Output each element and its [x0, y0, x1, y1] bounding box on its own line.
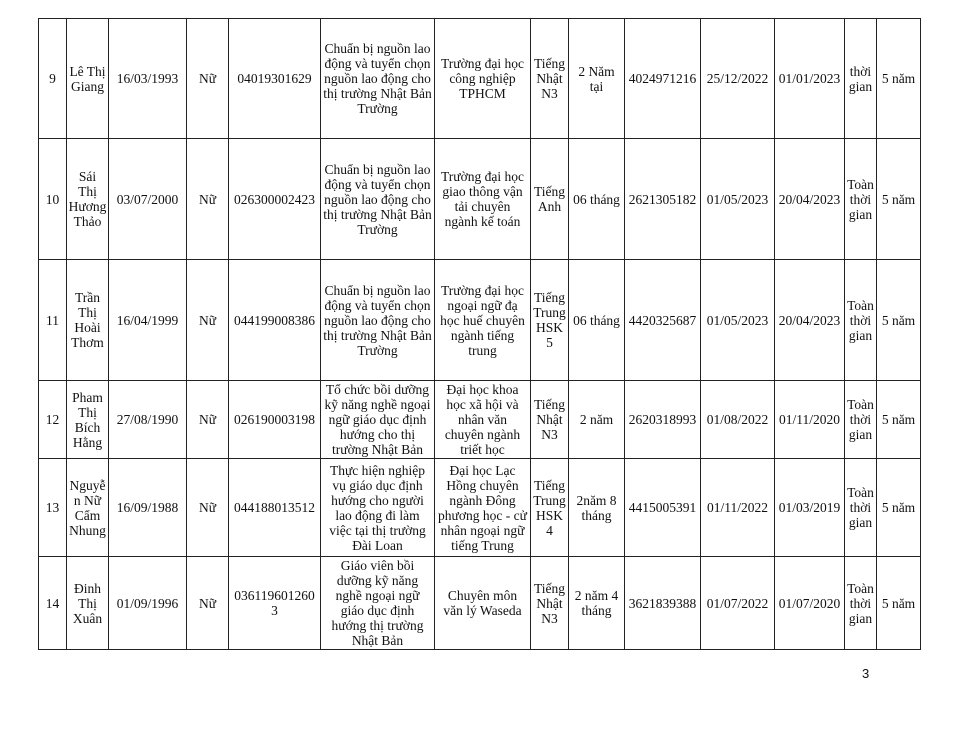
cell-gender: Nữ — [187, 459, 229, 557]
cell-no: 10 — [39, 139, 67, 260]
cell-start-date: 01/11/2022 — [701, 459, 775, 557]
cell-code: 2620318993 — [625, 381, 701, 459]
cell-name: Pham Thị Bích Hằng — [67, 381, 109, 459]
cell-id-number: 044199008386 — [229, 260, 321, 381]
cell-dob: 16/09/1988 — [109, 459, 187, 557]
table-row — [39, 260, 921, 381]
table-row — [39, 19, 921, 139]
cell-experience: 06 tháng — [569, 260, 625, 381]
cell-experience: 2 năm — [569, 381, 625, 459]
cell-id-number: 026300002423 — [229, 139, 321, 260]
cell-language: Tiếng Nhật N3 — [531, 381, 569, 459]
cell-language: Tiếng Anh — [531, 139, 569, 260]
cell-work-time: Toàn thời gian — [845, 139, 877, 260]
staff-table — [38, 18, 921, 650]
cell-task: Giáo viên bồi dưỡng kỹ năng nghề ngoại ngữ giáo dục định hướng thị trường Nhật Bản — [321, 557, 435, 650]
cell-gender: Nữ — [187, 557, 229, 650]
cell-experience: 2 năm 4 tháng — [569, 557, 625, 650]
cell-education: Trường đại học giao thông vận tải chuyên ngành kế toán — [435, 139, 531, 260]
cell-no: 14 — [39, 557, 67, 650]
cell-no: 9 — [39, 19, 67, 139]
cell-work-time: Toàn thời gian — [845, 260, 877, 381]
cell-start-date: 01/05/2023 — [701, 139, 775, 260]
cell-id-number: 0361196012603 — [229, 557, 321, 650]
table-row — [39, 459, 921, 557]
cell-code: 4024971216 — [625, 19, 701, 139]
table-body — [39, 19, 921, 650]
cell-gender: Nữ — [187, 19, 229, 139]
cell-start-date: 01/07/2022 — [701, 557, 775, 650]
cell-start-date: 01/05/2023 — [701, 260, 775, 381]
cell-work-time: Toàn thời gian — [845, 381, 877, 459]
cell-dob: 01/09/1996 — [109, 557, 187, 650]
cell-dob: 03/07/2000 — [109, 139, 187, 260]
cell-duration: 5 năm — [877, 381, 921, 459]
cell-task: Tổ chức bồi dưỡng kỹ năng nghề ngoại ngữ giáo dục định hướng cho thị trường Nhật Bản — [321, 381, 435, 459]
cell-education: Trường đại học ngoại ngữ đạ học huế chuyên ngành tiếng trung — [435, 260, 531, 381]
cell-gender: Nữ — [187, 381, 229, 459]
cell-work-time: Toàn thời gian — [845, 557, 877, 650]
cell-duration: 5 năm — [877, 260, 921, 381]
cell-no: 12 — [39, 381, 67, 459]
table-row — [39, 381, 921, 459]
cell-code: 3621839388 — [625, 557, 701, 650]
cell-id-number: 026190003198 — [229, 381, 321, 459]
cell-language: Tiếng Nhật N3 — [531, 557, 569, 650]
cell-end-date: 01/03/2019 — [775, 459, 845, 557]
cell-task: Chuẩn bị nguồn lao động và tuyển chọn nguồn lao động cho thị trường Nhật Bản Trường — [321, 139, 435, 260]
cell-task: Thực hiện nghiệp vụ giáo dục định hướng cho người lao động đi làm việc tại thị trường Đài Loan — [321, 459, 435, 557]
cell-dob: 16/03/1993 — [109, 19, 187, 139]
cell-name: Trần Thị Hoài Thơm — [67, 260, 109, 381]
cell-gender: Nữ — [187, 139, 229, 260]
cell-end-date: 20/04/2023 — [775, 139, 845, 260]
cell-code: 4420325687 — [625, 260, 701, 381]
cell-task: Chuẩn bị nguồn lao động và tuyển chọn nguồn lao động cho thị trường Nhật Bản Trường — [321, 260, 435, 381]
cell-language: Tiếng Trung HSK5 — [531, 260, 569, 381]
cell-end-date: 01/11/2020 — [775, 381, 845, 459]
cell-education: Chuyên môn văn lý Waseda — [435, 557, 531, 650]
cell-task: Chuẩn bị nguồn lao động và tuyển chọn nguồn lao động cho thị trường Nhật Bản Trường — [321, 19, 435, 139]
cell-education: Trường đại học công nghiệp TPHCM — [435, 19, 531, 139]
cell-duration: 5 năm — [877, 139, 921, 260]
cell-start-date: 01/08/2022 — [701, 381, 775, 459]
cell-language: Tiếng Nhật N3 — [531, 19, 569, 139]
cell-education: Đại học Lạc Hồng chuyên ngành Đông phương học - cử nhân ngoại ngữ tiếng Trung — [435, 459, 531, 557]
cell-end-date: 01/07/2020 — [775, 557, 845, 650]
cell-experience: 2 Năm tại — [569, 19, 625, 139]
cell-duration: 5 năm — [877, 459, 921, 557]
page-number: 3 — [862, 666, 870, 681]
cell-name: Nguyễn Nữ Cẩm Nhung — [67, 459, 109, 557]
cell-name: Đinh Thị Xuân — [67, 557, 109, 650]
table-row — [39, 139, 921, 260]
cell-id-number: 044188013512 — [229, 459, 321, 557]
cell-code: 4415005391 — [625, 459, 701, 557]
cell-no: 11 — [39, 260, 67, 381]
cell-code: 2621305182 — [625, 139, 701, 260]
cell-work-time: thời gian — [845, 19, 877, 139]
cell-name: Lê Thị Giang — [67, 19, 109, 139]
cell-dob: 27/08/1990 — [109, 381, 187, 459]
cell-duration: 5 năm — [877, 19, 921, 139]
cell-name: Sái Thị Hương Thảo — [67, 139, 109, 260]
cell-experience: 2năm 8 tháng — [569, 459, 625, 557]
cell-id-number: 04019301629 — [229, 19, 321, 139]
table-row — [39, 557, 921, 650]
cell-work-time: Toàn thời gian — [845, 459, 877, 557]
cell-dob: 16/04/1999 — [109, 260, 187, 381]
cell-duration: 5 năm — [877, 557, 921, 650]
cell-no: 13 — [39, 459, 67, 557]
cell-education: Đại học khoa học xã hội và nhân văn chuyên ngành triết học — [435, 381, 531, 459]
cell-gender: Nữ — [187, 260, 229, 381]
cell-end-date: 20/04/2023 — [775, 260, 845, 381]
cell-end-date: 01/01/2023 — [775, 19, 845, 139]
cell-start-date: 25/12/2022 — [701, 19, 775, 139]
cell-language: Tiếng Trung HSK4 — [531, 459, 569, 557]
cell-experience: 06 tháng — [569, 139, 625, 260]
